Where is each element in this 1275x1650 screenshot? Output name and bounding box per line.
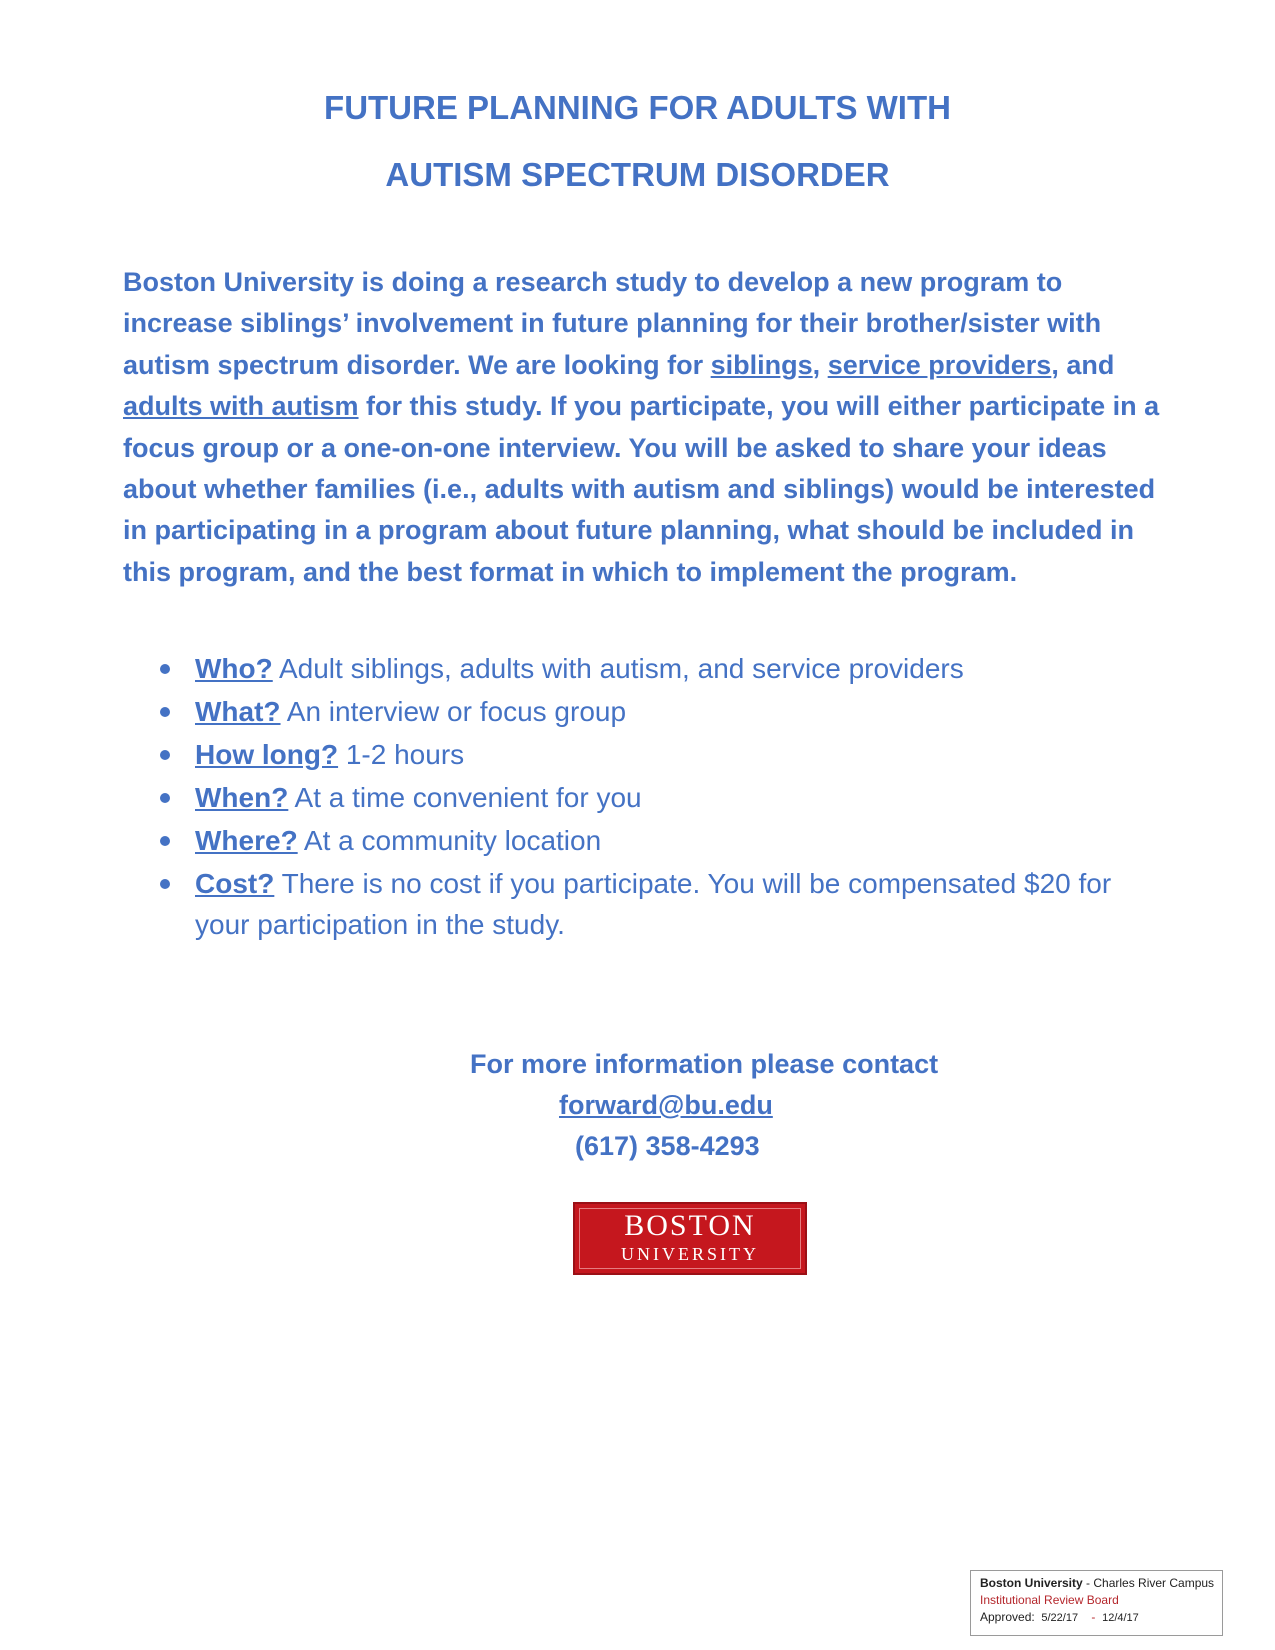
siblings-link: siblings: [710, 349, 813, 380]
bullet-key: Cost?: [195, 868, 275, 899]
irb-org: Boston University: [980, 1576, 1083, 1590]
boston-university-logo: [573, 1202, 807, 1275]
bullet-key: How long?: [195, 739, 339, 770]
page-title: [0, 74, 1275, 208]
irb-date-to: 12/4/17: [1102, 1612, 1139, 1624]
list-item-cost: [150, 863, 1160, 945]
bullet-text: At a time convenient for you: [288, 782, 642, 813]
bullet-key: Who?: [195, 653, 273, 684]
bullet-icon: [160, 879, 170, 889]
intro-sep-2: , and: [1051, 349, 1115, 380]
study-details-list: [150, 648, 1160, 947]
bullet-icon: [160, 836, 170, 846]
intro-text-2: for this study. If you participate, you will either participate in a focus group or a one-on-one interview. You will be asked to share your ideas about whether families (i.e., adults with autism and siblings) would be interested in participating in a program about future planning, what should be included in this program, and the best format in which to implement the program.: [123, 391, 1160, 587]
bullet-key: When?: [195, 782, 289, 813]
list-item-who: [150, 648, 1160, 689]
list-item-where: [150, 820, 1160, 861]
bullet-text: At a community location: [297, 825, 602, 856]
bullet-icon: [160, 664, 170, 674]
logo-word-boston: BOSTON: [624, 1209, 756, 1242]
bullet-text: Adult siblings, adults with autism, and service providers: [272, 653, 964, 684]
irb-org-line: [980, 1575, 1222, 1592]
bullet-text: 1-2 hours: [338, 739, 465, 770]
service-providers-link: service providers: [827, 349, 1052, 380]
bullet-icon: [160, 793, 170, 803]
bullet-text: There is no cost if you participate. You will be compensated $20 for your participation in the study.: [195, 868, 1112, 940]
bullet-icon: [160, 707, 170, 717]
adults-with-autism-link: adults with autism: [123, 391, 359, 422]
bullet-icon: [160, 750, 170, 760]
intro-paragraph: [123, 262, 1163, 593]
bullet-text: An interview or focus group: [280, 696, 627, 727]
title-line-1: FUTURE PLANNING FOR ADULTS WITH: [324, 89, 951, 126]
irb-approval-line: [980, 1609, 1222, 1627]
list-item-when: [150, 777, 1160, 818]
contact-heading: For more information please contact: [470, 1049, 939, 1079]
irb-date-dash: -: [1091, 1610, 1096, 1624]
list-item-how-long: [150, 734, 1160, 775]
irb-approval-stamp: [970, 1570, 1223, 1636]
title-line-2: AUTISM SPECTRUM DISORDER: [385, 156, 890, 193]
intro-text-1: Boston University is doing a research study to develop a new program to increase siblings’ involvement in future planning for their brother/sister with autism spectrum disorder. We are looking for: [123, 267, 1102, 380]
intro-sep-1: ,: [812, 349, 828, 380]
bullet-key: Where?: [195, 825, 298, 856]
list-item-what: [150, 691, 1160, 732]
contact-phone: (617) 358-4293: [575, 1131, 760, 1161]
irb-board: Institutional Review Board: [980, 1593, 1119, 1607]
irb-date-from: 5/22/17: [1041, 1612, 1079, 1624]
irb-campus: - Charles River Campus: [1082, 1576, 1215, 1590]
bullet-key: What?: [195, 696, 281, 727]
irb-approved-label: Approved:: [980, 1610, 1035, 1624]
logo-word-university: UNIVERSITY: [621, 1244, 759, 1264]
contact-email-link[interactable]: forward@bu.edu: [559, 1090, 773, 1120]
